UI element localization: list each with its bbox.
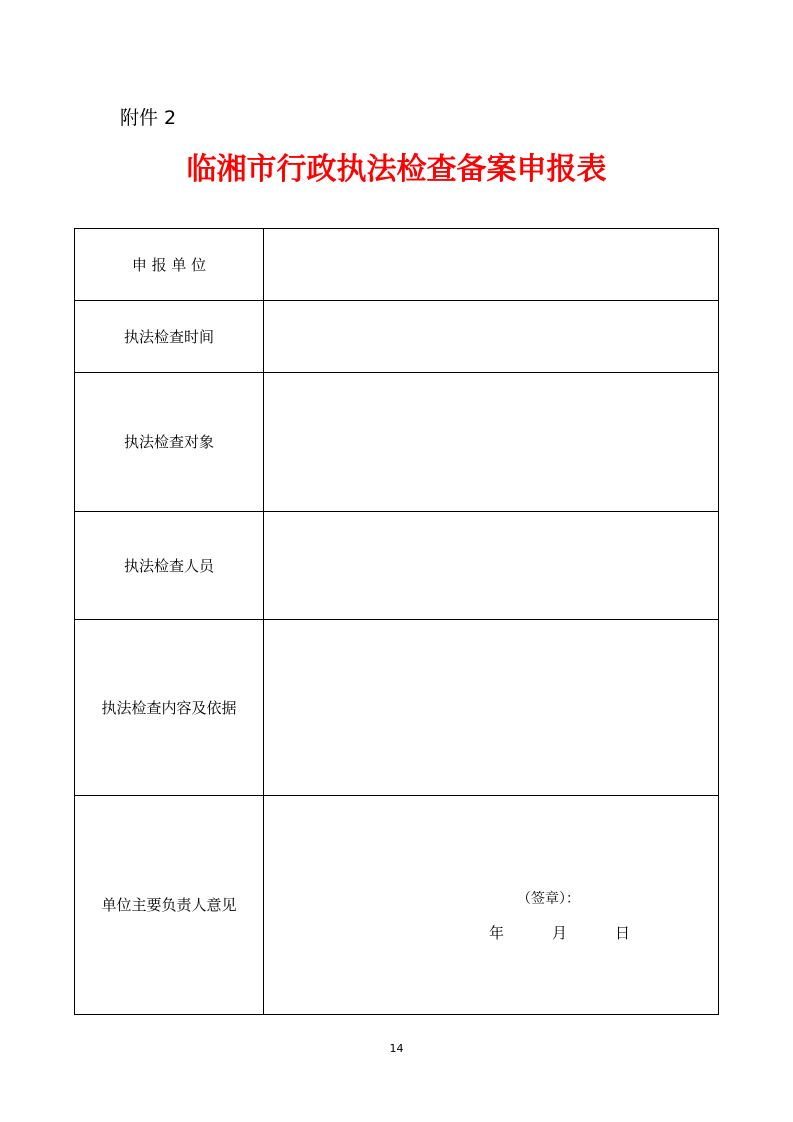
- filing-form-table: [74, 228, 719, 1015]
- field-inspection-content[interactable]: [264, 620, 719, 796]
- attachment-label: 附件 2: [120, 107, 177, 129]
- page-number: 14: [389, 1042, 404, 1055]
- field-inspection-target[interactable]: [264, 373, 719, 512]
- document-title: 临湘市行政执法检查备案申报表: [186, 152, 607, 187]
- label-inspection-time: 执法检查时间: [75, 301, 264, 373]
- signature-date: [489, 923, 630, 943]
- label-leader-opinion: 单位主要负责人意见: [75, 796, 264, 1015]
- form-row-leader-opinion: [75, 796, 719, 1015]
- form-row-reporting-unit: [75, 229, 719, 301]
- form-row-inspection-target: [75, 373, 719, 512]
- signature-seal-label: （签章）：: [517, 891, 580, 907]
- form-row-inspection-personnel: [75, 512, 719, 620]
- date-year-label: 年: [489, 924, 505, 942]
- field-leader-opinion[interactable]: [264, 796, 719, 1015]
- field-inspection-personnel[interactable]: [264, 512, 719, 620]
- form-row-inspection-time: [75, 301, 719, 373]
- label-inspection-target: 执法检查对象: [75, 373, 264, 512]
- field-inspection-time[interactable]: [264, 301, 719, 373]
- label-reporting-unit: 申 报 单 位: [75, 229, 264, 301]
- label-inspection-content: 执法检查内容及依据: [75, 620, 264, 796]
- form-row-inspection-content: [75, 620, 719, 796]
- date-month-label: 月: [552, 924, 568, 942]
- field-reporting-unit[interactable]: [264, 229, 719, 301]
- date-day-label: 日: [615, 924, 631, 942]
- label-inspection-personnel: 执法检查人员: [75, 512, 264, 620]
